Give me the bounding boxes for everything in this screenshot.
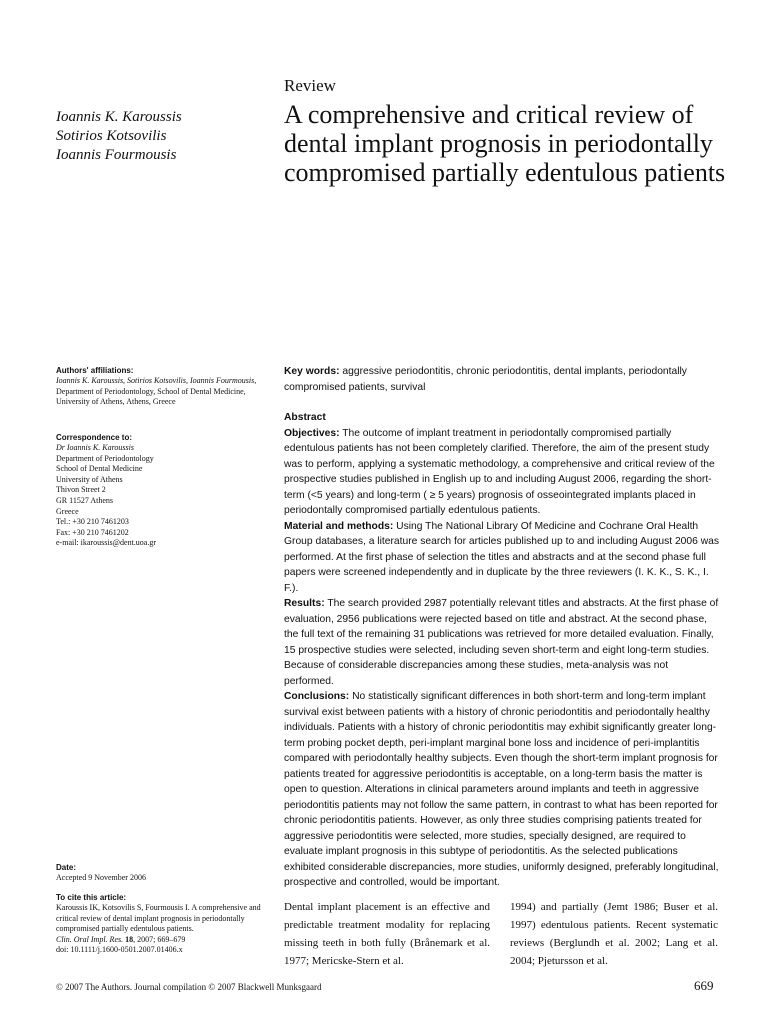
correspondence-line: University of Athens — [56, 474, 123, 484]
abstract-results — [284, 596, 720, 689]
affiliations-heading: Authors' affiliations: — [56, 366, 134, 375]
keywords — [284, 364, 720, 395]
correspondence-line: Thivon Street 2 — [56, 485, 106, 495]
date-heading: Date: — [56, 863, 77, 872]
author-name: Ioannis K. Karoussis — [56, 109, 182, 125]
abstract-section-label: Conclusions: — [284, 691, 350, 702]
correspondence-line: Fax: +30 210 7461202 — [56, 527, 129, 537]
abstract-section-text: The search provided 2987 potentially relevant titles and abstracts. At the first phase of evaluation, 2956 publications were rejected based on title and abstract. At the second phase, the full text of the remaining 31 publications was retrieved for more detailed evaluation. Finally, 15 prospective studies were selected, including seven short-term and eight long-term studies. Because of considerable discrepancies among these studies, meta-analysis was not performed. — [284, 598, 719, 687]
accepted-date: Accepted 9 November 2006 — [56, 873, 146, 882]
citation-journal: Clin. Oral Impl. Res. — [56, 934, 124, 944]
correspondence-block — [56, 432, 266, 549]
citation-heading: To cite this article: — [56, 893, 127, 902]
abstract-section-label: Results: — [284, 598, 325, 609]
abstract-objectives — [284, 426, 720, 519]
page-number: 669 — [694, 978, 714, 993]
abstract-section-text: Using The National Library Of Medicine and Cochrane Oral Health Group databases, a literature search for articles published up to and including August 2006 was performed. At the first phase of selection the titles and abstracts and at the second phase full papers were screened independently and in duplicate by the three reviewers (I. K. K., S. K., I. F.). — [284, 520, 720, 594]
body-column-left: Dental implant placement is an effective and predictable treatment modality for replacing missing teeth in both fully (Brånemark et al. 1977; Mericske-Stern et al. — [284, 901, 490, 967]
author-name: Sotirios Kotsovilis — [56, 128, 167, 144]
section-label: Review — [284, 76, 336, 95]
abstract-methods — [284, 519, 720, 597]
affiliations-block — [56, 365, 266, 408]
citation-volume: 18 — [125, 934, 134, 944]
citation-doi: doi: 10.1111/j.1600-0501.2007.01406.x — [56, 945, 183, 955]
citation-text: Karoussis IK, Kotsovilis S, Fourmousis I. A comprehensive and critical review of dental implant prognosis in periodontally compromised partially edentulous patients. — [56, 903, 261, 934]
citation-pages: , 2007; 669–679 — [133, 934, 186, 944]
body-column-right: 1994) and partially (Jemt 1986; Buser et al. 1997) edentulous patients. Recent systematic reviews (Berglundh et al. 2002; Lang et al. 2004; Pjetursson et al. — [510, 901, 718, 967]
abstract-section-text: No statistically significant differences in both short-term and long-term implant survival exist between patients with a history of chronic periodontitis and periodontally healthy individuals. Patients with a history of chronic periodontitis may exhibit significantly greater long-term probing pocket depth, peri-implant marginal bone loss and incidence of peri-implantitis compared with periodontally healthy subjects. Even though the short-term implant prognosis for patients treated for aggressive periodontitis is acceptable, on a long-term basis the matter is open to question. Alterations in clinical parameters around implants and teeth in aggressive periodontitis patients may not follow the same pattern, in contrast to what has been reported for chronic periodontitis patients. However, as only three studies comprising patients treated for aggressive periodontitis were selected, more studies, specially designed, are required to evaluate implant prognosis in this subtype of periodontitis. As the selected publications exhibited considerable discrepancies, more studies, uniformly designed, preferably longitudinal, prospective and controlled, would be important. — [284, 691, 719, 888]
abstract-heading: Abstract — [284, 412, 326, 423]
copyright-footer: © 2007 The Authors. Journal compilation © 2007 Blackwell Munksgaard — [56, 982, 322, 992]
keywords-text: aggressive periodontitis, chronic periodontitis, dental implants, periodontally compromised patients, survival — [284, 366, 687, 393]
date-block — [56, 862, 266, 884]
correspondence-heading: Correspondence to: — [56, 433, 133, 442]
correspondence-email: e-mail: ikaroussis@dent.uoa.gr — [56, 538, 157, 548]
abstract — [284, 410, 720, 891]
correspondence-line: Department of Periodontology — [56, 453, 154, 463]
correspondence-line: Tel.: +30 210 7461203 — [56, 517, 129, 527]
affiliation-names: Ioannis K. Karoussis, Sotirios Kotsovilis, Ioannis Fourmousis — [56, 376, 255, 385]
abstract-section-text: The outcome of implant treatment in periodontally compromised partially edentulous patients has not been completely clarified. Therefore, the aim of the present study was to perform, applying a systematic methodology, a comprehensive and critical review of the prospective studies published in English up to and including August 2006, regarding the short-term (<5 years) and long-term ( ≥ 5 years) prognosis of osseointegrated implants placed in periodontally compromised partially edentulous patients. — [284, 427, 715, 516]
author-list — [56, 108, 182, 165]
abstract-section-label: Objectives: — [284, 427, 340, 439]
abstract-conclusions — [284, 689, 720, 891]
correspondence-line: Greece — [56, 506, 79, 516]
author-name: Ioannis Fourmousis — [56, 147, 177, 163]
article-title: A comprehensive and critical review of dental implant prognosis in periodontally compromised partially edentulous patients — [284, 100, 726, 187]
keywords-label: Key words: — [284, 366, 340, 377]
correspondence-line: School of Dental Medicine — [56, 464, 143, 474]
citation-block — [56, 892, 266, 956]
affiliation-text: , Department of Periodontology, School of Dental Medicine, University of Athens, Athens, Greece — [56, 376, 257, 407]
correspondence-name: Dr Ioannis K. Karoussis — [56, 443, 134, 452]
abstract-section-label: Material and methods: — [284, 520, 394, 532]
correspondence-line: GR 11527 Athens — [56, 495, 114, 505]
